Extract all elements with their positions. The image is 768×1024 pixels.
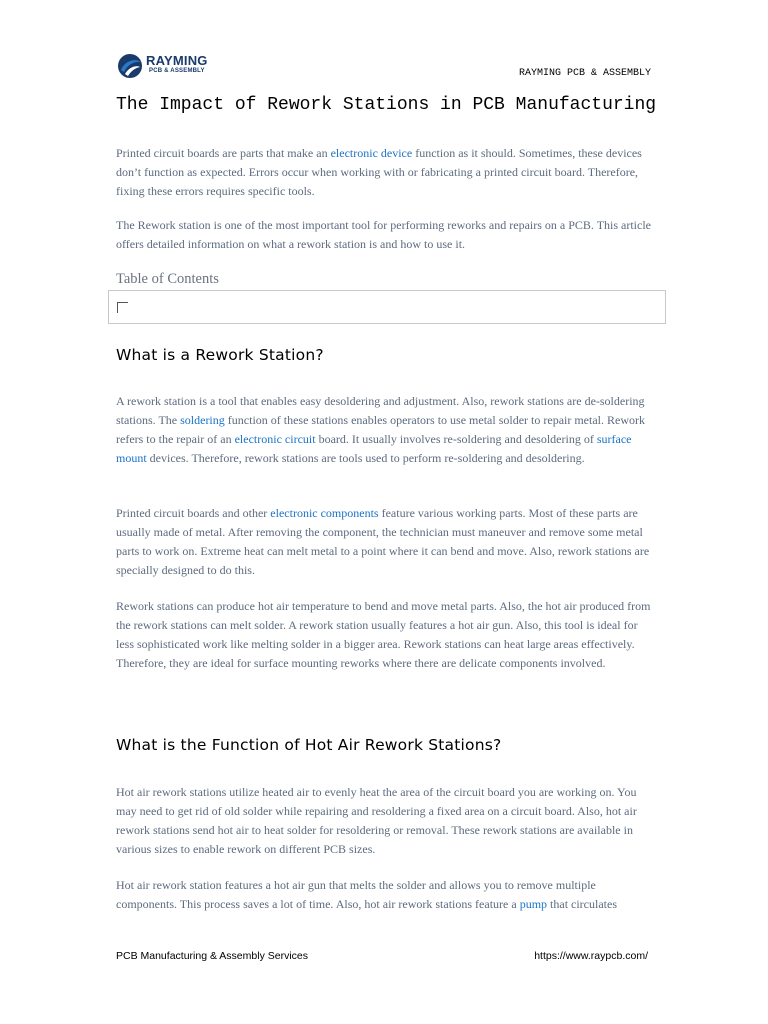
paragraph-text: devices. Therefore, rework stations are tools used to perform re-soldering and desoldering. — [146, 451, 585, 465]
rayming-logo — [116, 52, 216, 80]
footer-services-label: PCB Manufacturing & Assembly Services — [116, 950, 308, 962]
intro-paragraph-1 — [116, 144, 652, 201]
paragraph-text: Printed circuit boards are parts that make an — [116, 146, 331, 160]
section1-paragraph-3 — [116, 597, 652, 673]
table-of-contents-box — [108, 290, 666, 324]
section2-paragraph-2 — [116, 876, 652, 914]
page-title: The Impact of Rework Stations in PCB Manufacturing — [116, 95, 657, 115]
toc-toggle-icon[interactable] — [117, 302, 128, 313]
section2-paragraph-1 — [116, 783, 652, 859]
paragraph-text: function as it should. Sometimes, these devices don’t function as expected. Errors occur when working with or fabricating a printed circuit board. Therefore, fixing these errors requires specific tools. — [116, 146, 642, 198]
inline-link[interactable]: pump — [519, 897, 548, 911]
paragraph-text: feature various working parts. Most of these parts are usually made of metal. After removing the component, the technician must maneuver and remove some metal parts to work on. Extreme heat can melt metal to a point where it can bend and move. Also, rework stations are specially designed to do this. — [116, 506, 650, 577]
paragraph-text: that circulates — [547, 897, 617, 911]
paragraph-text: board. It usually involves re-soldering and desoldering of — [315, 432, 597, 446]
section1-paragraph-1 — [116, 392, 652, 468]
footer-website-url[interactable]: https://www.raypcb.com/ — [534, 950, 648, 962]
paragraph-text: The Rework station is one of the most important tool for performing reworks and repairs on a PCB. This article offers detailed information on what a rework station is and how to use it. — [116, 218, 652, 251]
logo-brand-name: RAYMING — [146, 53, 208, 68]
section-heading-rework-station: What is a Rework Station? — [116, 346, 324, 364]
paragraph-text: Printed circuit boards and other — [116, 506, 271, 520]
paragraph-text: Rework stations can produce hot air temperature to bend and move metal parts. Also, the hot air produced from the rework stations can melt solder. A rework station usually features a hot air gun. Also, this tool is ideal for less sophisticated work like melting solder in a bigger area. Rework stations can heat large areas effectively. Therefore, they are ideal for surface mounting reworks where there are delicate components involved. — [116, 599, 651, 670]
intro-paragraph-2 — [116, 216, 652, 254]
paragraph-text: Hot air rework stations utilize heated air to evenly heat the area of the circuit board you are working on. You may need to get rid of old solder while repairing and resoldering a fixed area on a circuit board. Also, hot air rework stations send hot air to heat solder for resoldering or removal. These rework stations are available in various sizes to enable rework on different PCB sizes. — [116, 785, 637, 856]
rayming-logo-icon — [116, 52, 144, 80]
paragraph-text: Hot air rework station features a hot air gun that melts the solder and allows you to remove multiple components. This process saves a lot of time. Also, hot air rework stations feature a — [116, 878, 596, 911]
paragraph-text: function of these stations enables operators to use metal solder to repair metal. Rework refers to the repair of an — [116, 413, 645, 446]
logo-brand-subtitle: PCB & ASSEMBLY — [149, 68, 205, 74]
inline-link[interactable]: surface mount — [116, 432, 632, 465]
section1-paragraph-2 — [116, 504, 652, 580]
inline-link[interactable]: soldering — [180, 413, 225, 427]
inline-link[interactable]: electronic device — [330, 146, 413, 160]
inline-link[interactable]: electronic components — [270, 506, 379, 520]
inline-link[interactable]: electronic circuit — [234, 432, 316, 446]
header-company-name: RAYMING PCB & ASSEMBLY — [518, 68, 651, 79]
paragraph-text: A rework station is a tool that enables easy desoldering and adjustment. Also, rework stations are de-soldering stations. The — [116, 394, 645, 427]
section-heading-hot-air-function: What is the Function of Hot Air Rework Stations? — [116, 736, 502, 754]
toc-heading: Table of Contents — [116, 271, 219, 287]
